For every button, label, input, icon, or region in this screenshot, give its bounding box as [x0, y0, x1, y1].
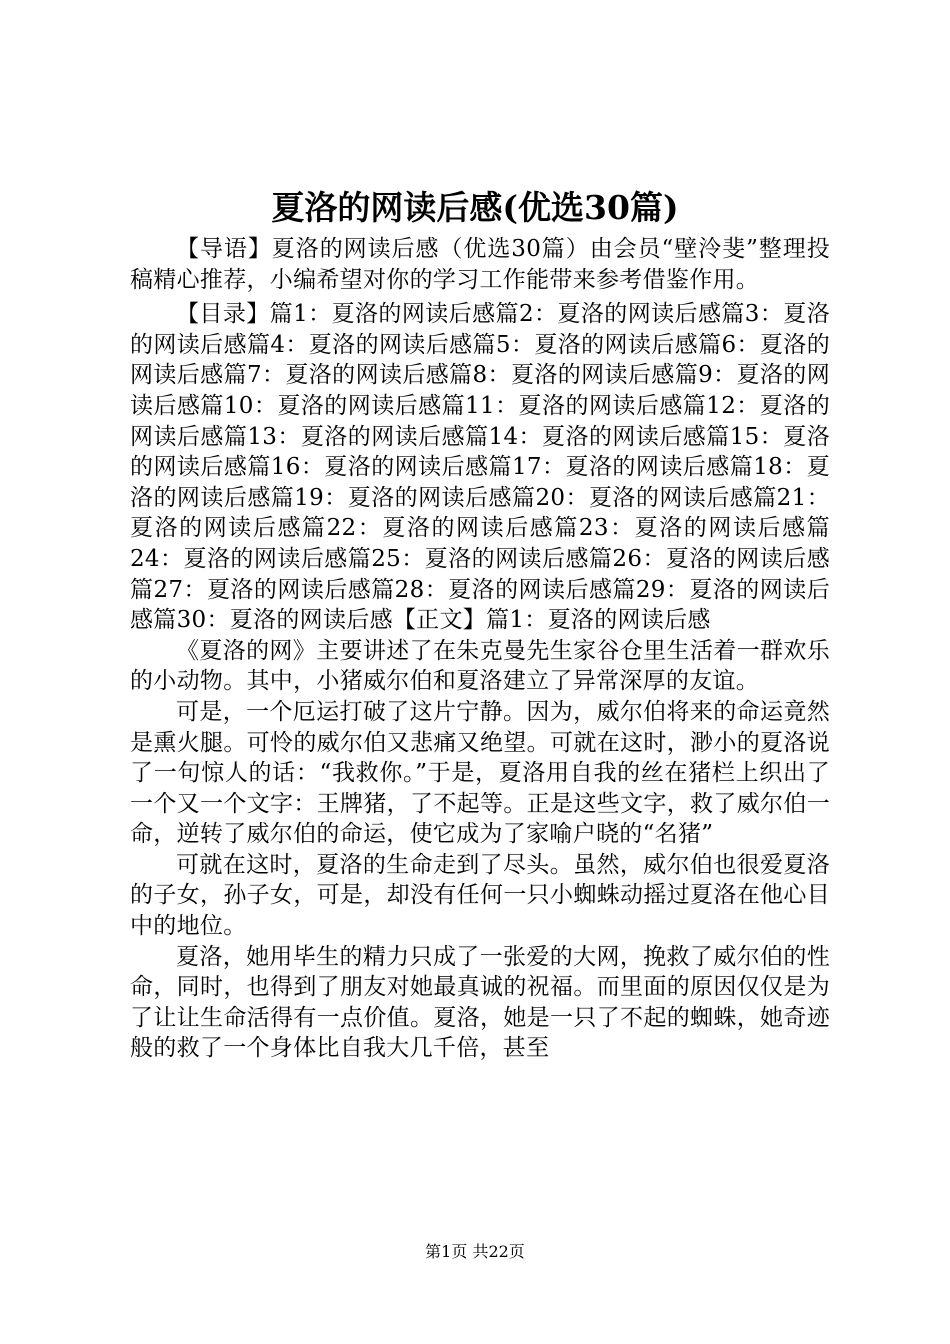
document-body	[130, 234, 830, 1064]
body-paragraph: 夏洛，她用毕生的精力只成了一张爱的大网，挽救了威尔伯的性命，同时，也得到了朋友对她最真诚的祝福。而里面的原因仅仅是为了让让生命活得有一点价值。夏洛，她是一只了不起的蜘蛛，她奇迹般的救了一个身体比自我大几千倍，甚至	[130, 943, 830, 1062]
table-of-contents-paragraph: 【目录】篇1：夏洛的网读后感篇2：夏洛的网读后感篇3：夏洛的网读后感篇4：夏洛的网读后感篇5：夏洛的网读后感篇6：夏洛的网读后感篇7：夏洛的网读后感篇8：夏洛的网读后感篇9：夏洛的网读后感篇10：夏洛的网读后感篇11：夏洛的网读后感篇12：夏洛的网读后感篇13：夏洛的网读后感篇14：夏洛的网读后感篇15：夏洛的网读后感篇16：夏洛的网读后感篇17：夏洛的网读后感篇18：夏洛的网读后感篇19：夏洛的网读后感篇20：夏洛的网读后感篇21：夏洛的网读后感篇22：夏洛的网读后感篇23：夏洛的网读后感篇24：夏洛的网读后感篇25：夏洛的网读后感篇26：夏洛的网读后感篇27：夏洛的网读后感篇28：夏洛的网读后感篇29：夏洛的网读后感篇30：夏洛的网读后感【正文】篇1：夏洛的网读后感	[130, 301, 830, 634]
body-paragraph: 可就在这时，夏洛的生命走到了尽头。虽然，威尔伯也很爱夏洛的子女，孙子女，可是，却没有任何一只小蜘蛛动摇过夏洛在他心目中的地位。	[130, 851, 830, 940]
body-paragraph: 可是，一个厄运打破了这片宁静。因为，威尔伯将来的命运竟然是熏火腿。可怜的威尔伯又悲痛又绝望。可就在这时，渺小的夏洛说了一句惊人的话：“我救你。”于是，夏洛用自我的丝在猪栏上织出了一个又一个文字：王牌猪，了不起等。正是这些文字，救了威尔伯一命，逆转了威尔伯的命运，使它成为了家喻户晓的“名猪”	[130, 698, 830, 848]
document-title: 夏洛的网读后感(优选30篇)	[271, 188, 679, 227]
intro-paragraph: 【导语】夏洛的网读后感（优选30篇）由会员“壁泠斐”整理投稿精心推荐，小编希望对你的学习工作能带来参考借鉴作用。	[130, 236, 830, 293]
page-number-footer: 第1页 共22页	[425, 1242, 525, 1261]
body-paragraph: 《夏洛的网》主要讲述了在朱克曼先生家谷仓里生活着一群欢乐的小动物。其中，小猪威尔伯和夏洛建立了异常深厚的友谊。	[130, 637, 830, 695]
